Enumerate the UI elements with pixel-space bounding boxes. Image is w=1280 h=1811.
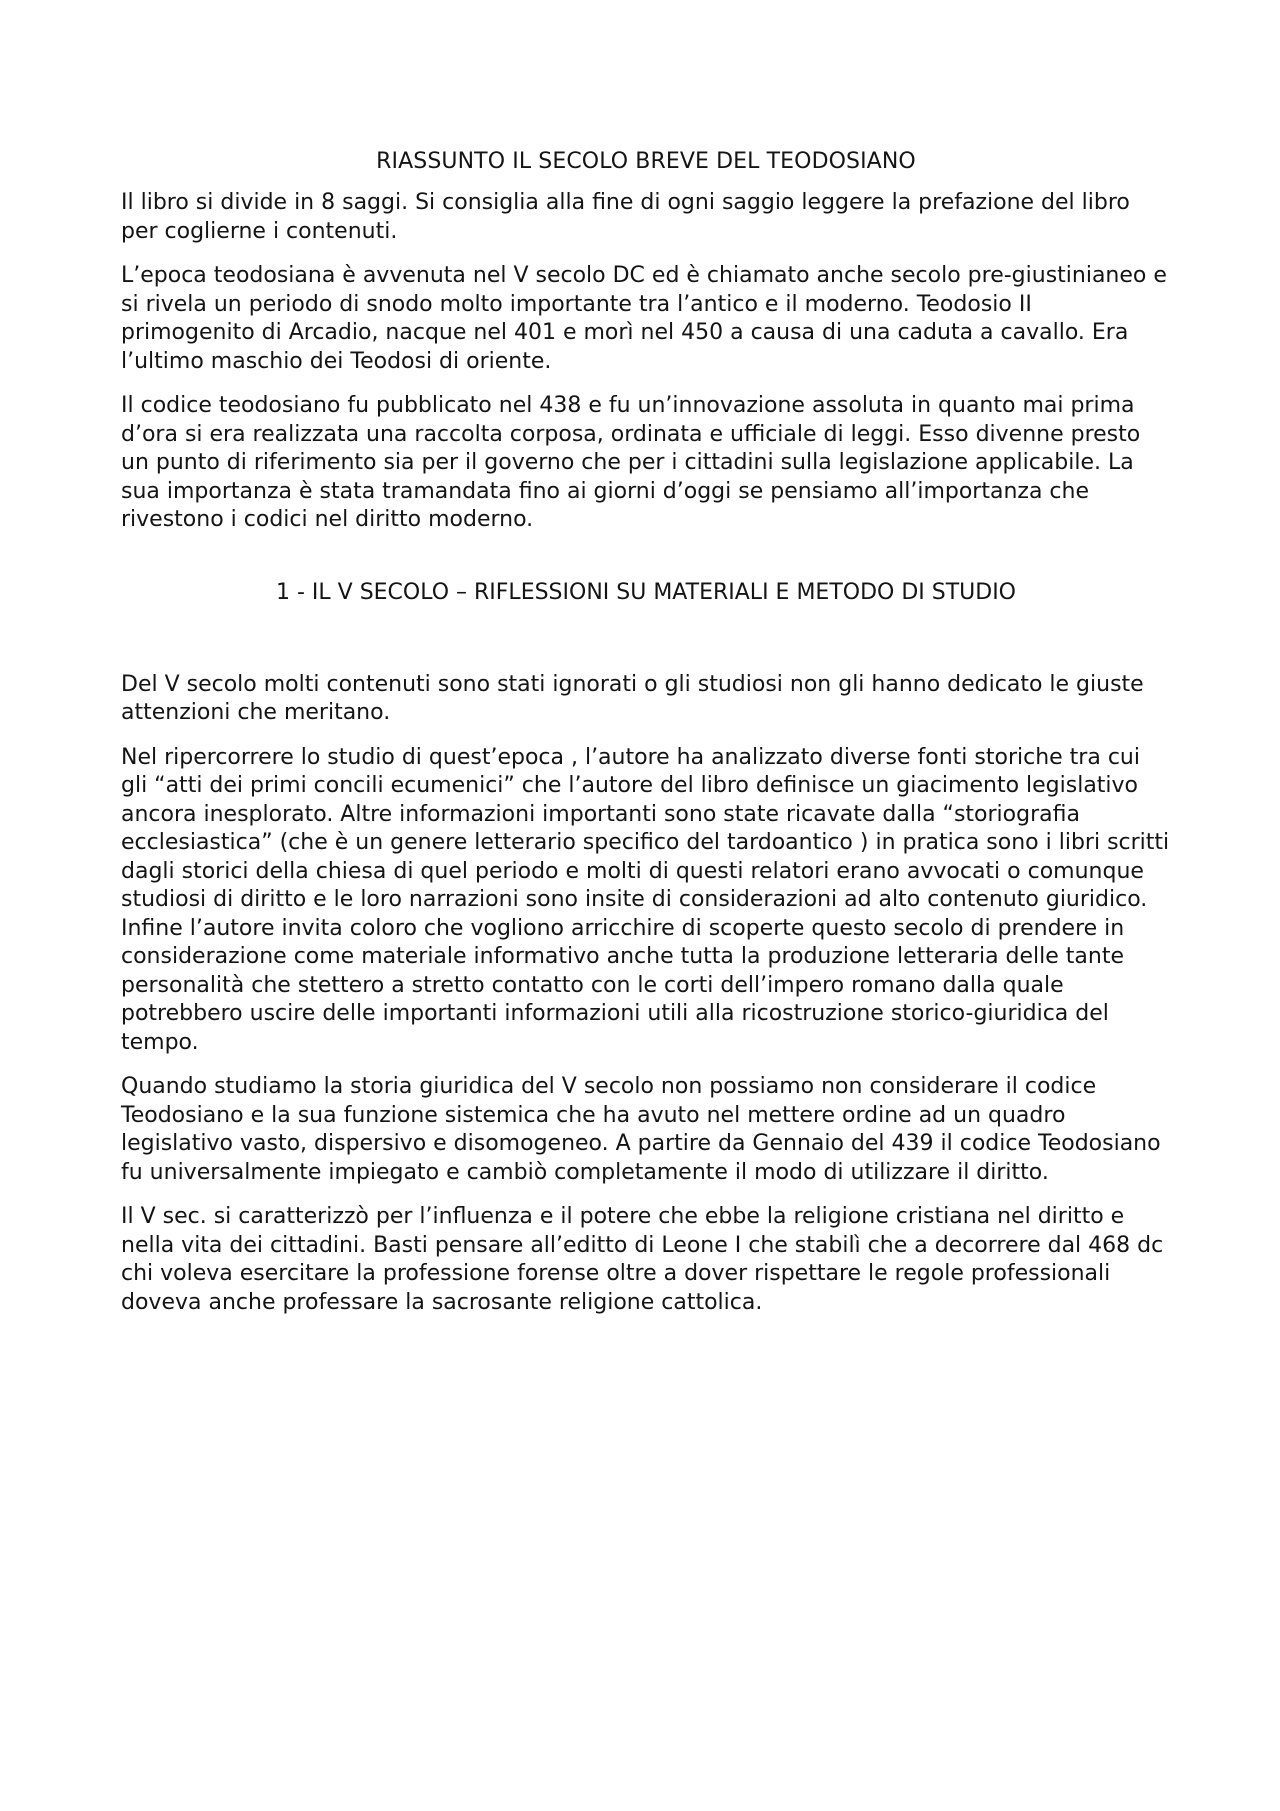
intro-paragraph: L’epoca teodosiana è avvenuta nel V secolo DC ed è chiamato anche secolo pre-giustinianeo e si rivela un periodo di snodo molto importante tra l’antico e il moderno. Teodosio II primogenito di Arcadio, nacque nel 401 e morì nel 450 a causa di una caduta a cavallo. Era l’ultimo maschio dei Teodosi di oriente. [121,263,1167,374]
document-page [121,148,1171,1333]
intro-paragraph: Il codice teodosiano fu pubblicato nel 438 e fu un’innovazione assoluta in quanto mai prima d’ora si era realizzata una raccolta corposa, ordinata e ufficiale di leggi. Esso divenne presto un punto di riferimento sia per il governo che per i cittadini sulla legislazione applicabile. La sua importanza è stata tramandata fino ai giorni d’oggi se pensiamo all’importanza che rivestono i codici nel diritto moderno. [121,393,1141,532]
document-title: RIASSUNTO IL SECOLO BREVE DEL TEODOSIANO [376,149,916,174]
section-paragraph: Quando studiamo la storia giuridica del V secolo non possiamo non considerare il codice Teodosiano e la sua funzione sistemica che ha avuto nel mettere ordine ad un quadro legislativo vasto, dispersivo e disomogeneo. A partire da Gennaio del 439 il codice Teodosiano fu universalmente impiegato e cambiò completamente il modo di utilizzare il diritto. [121,1074,1161,1185]
section-paragraph: Nel ripercorrere lo studio di quest’epoca , l’autore ha analizzato diverse fonti storiche tra cui gli “atti dei primi concili ecumenici” che l’autore del libro definisce un giacimento legislativo ancora inesplorato. Altre informazioni importanti sono state ricavate dalla “storiografia ecclesiastica” (che è un genere letterario specifico del tardoantico ) in pratica sono i libri scritti dagli storici della chiesa di quel periodo e molti di questi relatori erano avvocati o comunque studiosi di diritto e le loro narrazioni sono insite di considerazioni ad alto contenuto giuridico. Infine l’autore invita coloro che vogliono arricchire di scoperte questo secolo di prendere in considerazione come materiale informativo anche tutta la produzione letteraria delle tante personalità che stettero a stretto contatto con le corti dell’impero romano dalla quale potrebbero uscire delle importanti informazioni utili alla ricostruzione storico-giuridica del tempo. [121,744,1170,1055]
section-paragraph: Il V sec. si caratterizzò per l’influenza e il potere che ebbe la religione cristiana nel diritto e nella vita dei cittadini. Basti pensare all’editto di Leone I che stabilì che a decorrere dal 468 dc chi voleva esercitare la professione forense oltre a dover rispettare le regole professionali doveva anche professare la sacrosante religione cattolica. [121,1204,1164,1315]
intro-paragraph: Il libro si divide in 8 saggi. Si consiglia alla fine di ogni saggio leggere la prefazione del libro per coglierne i contenuti. [121,190,1130,244]
section-paragraph: Del V secolo molti contenuti sono stati ignorati o gli studiosi non gli hanno dedicato le giuste attenzioni che meritano. [121,671,1144,725]
section-title: 1 - IL V SECOLO – RIFLESSIONI SU MATERIALI E METODO DI STUDIO [275,579,1017,605]
